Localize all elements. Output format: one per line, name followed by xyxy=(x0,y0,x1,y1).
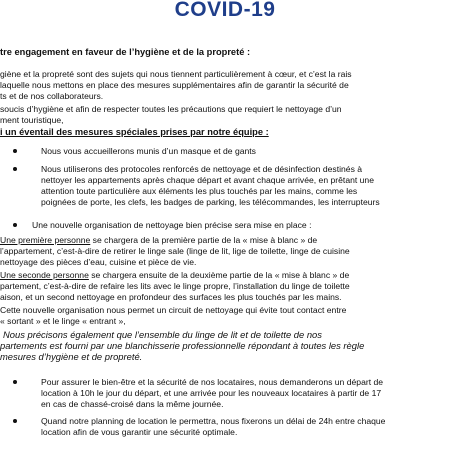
second-person-rest: se chargera ensuite de la deuxième partie de la « mise à blanc » de xyxy=(88,270,350,280)
linen-note-line-3: mesures d’hygiène et de propreté. xyxy=(0,351,143,362)
bullet-checkout-line-2: location à 10h le jour du départ, et une arrivée pour les nouveaux locataires à partir de 17 xyxy=(41,388,382,398)
circuit-line-1: Cette nouvelle organisation nous permet un circuit de nettoyage qui évite tout contact entre xyxy=(0,305,347,315)
intro-line-2: laquelle nous mettons en place des mesures supplémentaires afin de garantir la sécurité de xyxy=(0,80,349,90)
section-heading: tre engagement en faveur de l’hygiène et de la propreté : xyxy=(0,47,251,57)
linen-note-line-1: Nous précisons également que l’ensemble du linge de lit et de toilette de nos xyxy=(3,329,322,340)
bullet-dot xyxy=(13,380,17,384)
bullet-planning-line-2: location afin de vous garantir une sécurité optimale. xyxy=(41,427,238,437)
bullet-organisation: Une nouvelle organisation de nettoyage bien précise sera mise en place : xyxy=(32,220,312,230)
intro-line-3: ts et de nos collaborateurs. xyxy=(0,91,104,101)
bullet-checkout-line-3: en cas de chassé-croisé dans la même journée. xyxy=(41,399,224,409)
second-person-lead: Une seconde personne xyxy=(0,270,89,280)
bullet-protocols-line-3: attention toute particulière aux éléments les plus touchés par les mains, comme les xyxy=(41,186,358,196)
intro-line-5: ment touristique, xyxy=(0,115,64,125)
first-person-line-3: nettoyage des pièces d’eau, cuisine et pièce de vie. xyxy=(0,257,197,267)
bullet-masks: Nous vous accueillerons munis d’un masque et de gants xyxy=(41,146,256,156)
intro-line-4: soucis d’hygiène et afin de respecter toutes les précautions que requiert le nettoyage d’un xyxy=(0,104,342,114)
bullet-checkout-line-1: Pour assurer le bien-être et la sécurité de nos locataires, nous demanderons un départ de xyxy=(41,377,384,387)
second-person-line-1 xyxy=(0,270,349,280)
bullet-protocols-line-1: Nous utiliserons des protocoles renforcés de nettoyage et de désinfection destinés à xyxy=(41,164,363,174)
bullet-protocols-line-2: nettoyer les appartements après chaque départ et avant chaque arrivée, en prêtant une xyxy=(41,175,374,185)
bullet-dot xyxy=(13,149,17,153)
intro-line-1: giène et la propreté sont des sujets qui nous tiennent particulièrement à cœur, et c’est la rais xyxy=(0,69,352,79)
bullet-dot xyxy=(13,167,17,171)
first-person-rest: se chargera de la première partie de la « mise à blanc » de xyxy=(90,235,318,245)
bullet-dot xyxy=(13,223,17,227)
first-person-lead: Une première personne xyxy=(0,235,91,245)
bullet-planning-line-1: Quand notre planning de location le permettra, nous fixerons un délai de 24h entre chaque xyxy=(41,416,386,426)
linen-note-line-2: partements est fourni par une blanchisserie professionnelle répondant à toutes les règle xyxy=(0,340,365,351)
first-person-line-1 xyxy=(0,235,317,245)
page-title: COVID-19 xyxy=(174,0,276,21)
second-person-line-2: partement, c’est-à-dire de refaire les lits avec le linge propre, l’installation du linge de toilette xyxy=(0,281,350,291)
measures-subheading: i un éventail des mesures spéciales prises par notre équipe : xyxy=(0,127,269,137)
bullet-dot xyxy=(13,419,17,423)
circuit-line-2: « sortant » et le linge « entrant », xyxy=(0,316,126,326)
first-person-line-2: l’appartement, c’est-à-dire de retirer le linge sale (linge de lit, lige de toilette, linge de cuisine xyxy=(0,246,350,256)
second-person-line-3: aison, et un second nettoyage en profondeur des surfaces les plus touchés par les mains. xyxy=(0,292,342,302)
bullet-protocols-line-4: poignées de porte, les clefs, les badges de parking, les télécommandes, les interrupteurs xyxy=(41,197,380,207)
